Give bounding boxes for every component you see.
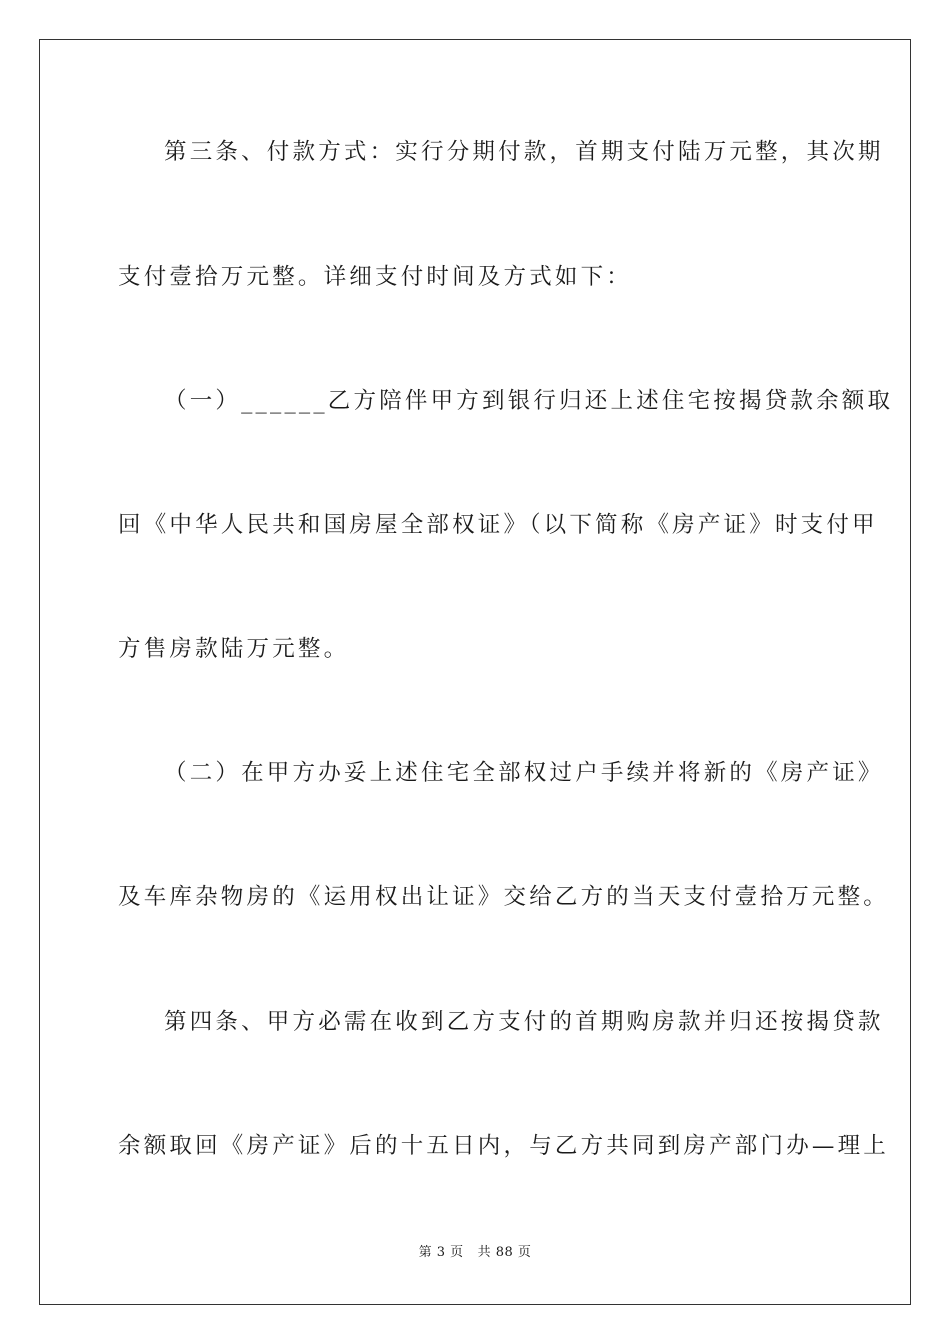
paragraph-line-1: 第三条、付款方式：实行分期付款，首期支付陆万元整，其次期 bbox=[164, 139, 884, 165]
paragraph-line-3: （一）______乙方陪伴甲方到银行归还上述住宅按揭贷款余额取 bbox=[164, 388, 894, 414]
paragraph-line-2: 支付壹拾万元整。详细支付时间及方式如下： bbox=[118, 264, 633, 290]
paragraph-line-6: （二）在甲方办妥上述住宅全部权过户手续并将新的《房产证》 bbox=[164, 760, 884, 786]
page-border bbox=[39, 39, 911, 1305]
page-footer bbox=[0, 1244, 950, 1262]
page-total: 共 88 页 bbox=[477, 1245, 532, 1260]
paragraph-line-7: 及车库杂物房的《运用权出让证》交给乙方的当天支付壹拾万元整。 bbox=[118, 884, 890, 910]
page-number: 第 3 页 bbox=[418, 1245, 464, 1260]
paragraph-line-4: 回《中华人民共和国房屋全部权证》（以下简称《房产证》时支付甲 bbox=[118, 512, 878, 538]
paragraph-line-8: 第四条、甲方必需在收到乙方支付的首期购房款并归还按揭贷款 bbox=[164, 1009, 884, 1035]
paragraph-line-9: 余额取回《房产证》后的十五日内，与乙方共同到房产部门办—理上 bbox=[118, 1133, 890, 1159]
paragraph-line-5: 方售房款陆万元整。 bbox=[118, 636, 350, 662]
